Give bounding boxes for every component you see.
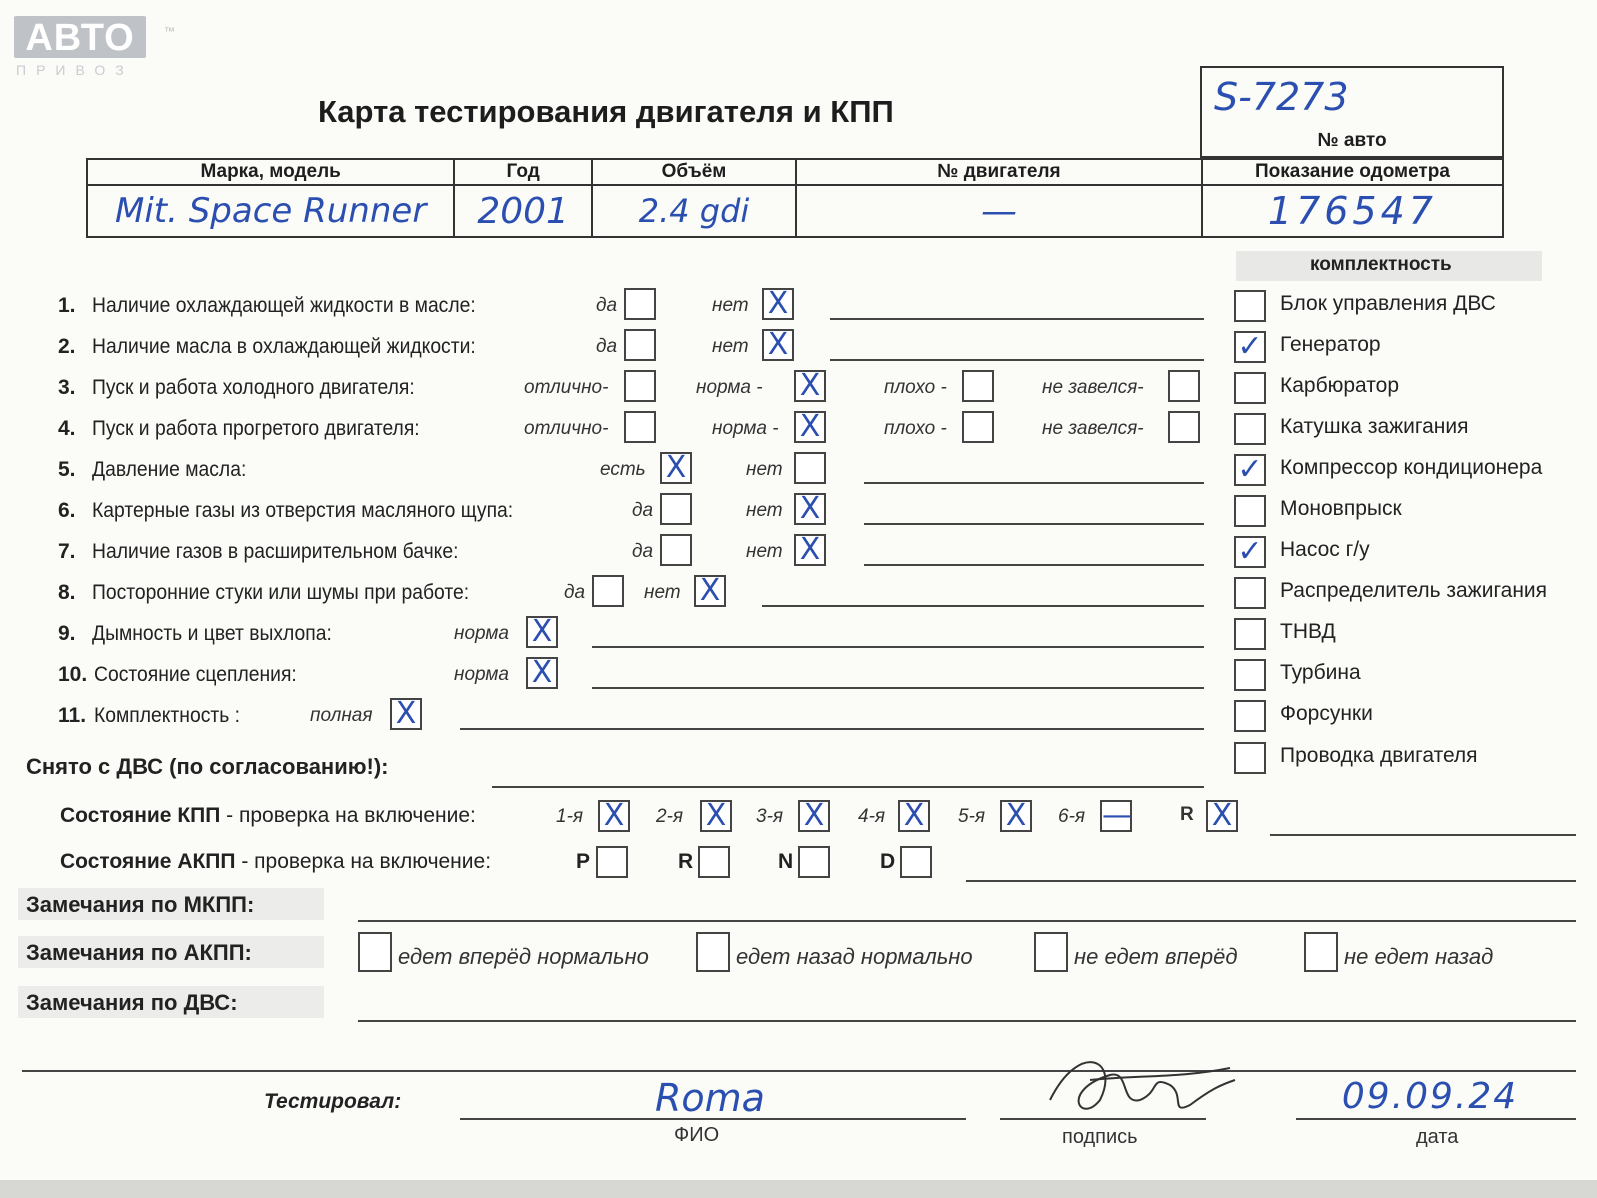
check-label: Состояние сцепления: — [94, 663, 297, 686]
check-option-box[interactable] — [962, 411, 994, 443]
kpp-gear-box[interactable]: X — [1206, 800, 1238, 832]
check-option-label: плохо - — [884, 418, 947, 439]
kpp-gear-label: R — [1180, 804, 1194, 825]
col-engine-number: № двигателя — [796, 159, 1202, 185]
komplektnost-item-label: Насос г/у — [1280, 538, 1370, 561]
akpp-remark-label: едет назад нормально — [736, 944, 973, 969]
check-option-box[interactable] — [624, 411, 656, 443]
remarks-dvs-label: Замечания по ДВС: — [26, 990, 238, 1015]
akpp-remark-checkbox[interactable] — [1034, 932, 1068, 972]
check-option-label: да — [632, 500, 654, 521]
akpp-label — [60, 850, 491, 874]
check-option-label: не завелся- — [1042, 377, 1144, 398]
check-label: Дымность и цвет выхлопа: — [92, 622, 332, 645]
komplektnost-checkbox[interactable] — [1234, 290, 1266, 322]
check-label: Посторонние стуки или шумы при работе: — [92, 581, 470, 604]
akpp-mode-box[interactable] — [900, 846, 932, 878]
logo-tm: ™ — [164, 26, 175, 38]
check-option-label: нет — [746, 500, 783, 521]
check-notes-line[interactable] — [864, 564, 1204, 566]
logo — [14, 16, 175, 78]
check-option-box[interactable]: X — [526, 616, 558, 648]
kpp-gear-box[interactable]: X — [1000, 800, 1032, 832]
model-value: Mit. Space Runner — [87, 185, 454, 237]
check-number: 1. — [58, 294, 76, 317]
check-option-label: да — [632, 541, 654, 562]
akpp-remark-checkbox[interactable] — [696, 932, 730, 972]
volume-value: 2.4 gdi — [592, 185, 796, 237]
date-line[interactable] — [1296, 1118, 1576, 1120]
akpp-mode-label: N — [778, 850, 794, 873]
kpp-gear-box[interactable]: X — [798, 800, 830, 832]
check-notes-line[interactable] — [592, 646, 1204, 648]
akpp-label-bold: Состояние АКПП — [60, 850, 236, 873]
check-option-label: нет — [712, 295, 749, 316]
check-option-box[interactable]: X — [694, 575, 726, 607]
page-title: Карта тестирования двигателя и КПП — [318, 94, 894, 129]
kpp-gear-box[interactable]: X — [598, 800, 630, 832]
check-option-label: нет — [712, 336, 749, 357]
check-option-box[interactable]: X — [762, 329, 794, 361]
logo-text: АВТО — [14, 16, 146, 58]
kpp-gear-box[interactable]: X — [898, 800, 930, 832]
signature-caption: подпись — [1062, 1126, 1138, 1148]
check-number: 5. — [58, 458, 76, 481]
check-option-box[interactable]: X — [794, 411, 826, 443]
year-value: 2001 — [454, 185, 592, 237]
komplektnost-checkbox[interactable] — [1234, 618, 1266, 650]
komplektnost-item-label: ТНВД — [1280, 620, 1336, 643]
check-option-label: норма - — [696, 377, 763, 398]
akpp-mode-label: R — [678, 850, 694, 873]
komplektnost-item-label: Блок управления ДВС — [1280, 292, 1496, 315]
kpp-gear-label: 1-я — [556, 806, 584, 827]
check-option-label: нет — [746, 459, 783, 480]
check-option-box[interactable]: X — [390, 698, 422, 730]
check-notes-line[interactable] — [864, 523, 1204, 525]
remarks-extra-line[interactable] — [22, 1070, 1576, 1072]
signature-line[interactable] — [1000, 1118, 1206, 1120]
akpp-notes-line[interactable] — [966, 880, 1576, 882]
check-option-box[interactable] — [962, 370, 994, 402]
tested-label: Тестировал: — [264, 1090, 402, 1113]
komplektnost-checkbox[interactable]: ✓ — [1234, 454, 1266, 486]
kpp-gear-label: 3-я — [756, 806, 784, 827]
check-label: Пуск и работа прогретого двигателя: — [92, 417, 420, 440]
kpp-gear-label: 2-я — [656, 806, 684, 827]
check-option-label: норма — [454, 664, 509, 685]
akpp-mode-box[interactable] — [798, 846, 830, 878]
check-option-box[interactable] — [660, 493, 692, 525]
komplektnost-checkbox[interactable] — [1234, 659, 1266, 691]
name-caption: ФИО — [674, 1124, 720, 1146]
auto-number-value: S-7273 — [1214, 75, 1349, 119]
kpp-label — [60, 804, 476, 828]
check-notes-line[interactable] — [460, 728, 1204, 730]
check-option-box[interactable] — [660, 534, 692, 566]
check-option-label: нет — [746, 541, 783, 562]
check-label: Наличие охлаждающей жидкости в масле: — [92, 294, 476, 317]
komplektnost-checkbox[interactable] — [1234, 495, 1266, 527]
check-number: 11. — [58, 704, 87, 727]
akpp-mode-label: P — [576, 850, 591, 873]
check-number: 2. — [58, 335, 76, 358]
col-year: Год — [454, 159, 592, 185]
komplektnost-item-label: Форсунки — [1280, 702, 1373, 725]
check-option-box[interactable] — [624, 329, 656, 361]
check-label: Давление масла: — [92, 458, 247, 481]
check-label: Наличие масла в охлаждающей жидкости: — [92, 335, 476, 358]
vehicle-info-table — [86, 158, 1504, 238]
check-option-box[interactable]: X — [794, 370, 826, 402]
check-notes-line[interactable] — [830, 359, 1204, 361]
komplektnost-item-label: Турбина — [1280, 661, 1361, 684]
check-number: 7. — [58, 540, 76, 563]
remarks-mkpp-line[interactable] — [358, 920, 1576, 922]
check-option-box[interactable] — [794, 452, 826, 484]
kpp-gear-label: 4-я — [858, 806, 886, 827]
check-number: 4. — [58, 417, 76, 440]
check-notes-line[interactable] — [864, 482, 1204, 484]
komplektnost-checkbox[interactable] — [1234, 700, 1266, 732]
check-notes-line[interactable] — [830, 318, 1204, 320]
check-option-label: нет — [644, 582, 681, 603]
komplektnost-checkbox[interactable] — [1234, 577, 1266, 609]
kpp-label-rest: - проверка на включение: — [220, 804, 476, 827]
check-option-label: да — [564, 582, 586, 603]
komplektnost-checkbox[interactable]: ✓ — [1234, 331, 1266, 363]
check-option-box[interactable] — [624, 288, 656, 320]
check-notes-line[interactable] — [592, 687, 1204, 689]
akpp-remark-label: не едет назад — [1344, 944, 1494, 969]
remarks-dvs-line[interactable] — [358, 1020, 1576, 1022]
akpp-mode-box[interactable] — [698, 846, 730, 878]
kpp-gear-label: 5-я — [958, 806, 986, 827]
akpp-remark-checkbox[interactable] — [1304, 932, 1338, 972]
check-option-label: норма - — [712, 418, 779, 439]
akpp-remark-label: не едет вперёд — [1074, 944, 1238, 969]
kpp-gear-box[interactable]: X — [700, 800, 732, 832]
check-option-label: полная — [310, 705, 373, 726]
check-option-label: да — [596, 295, 618, 316]
remarks-akpp-label: Замечания по АКПП: — [26, 940, 252, 965]
auto-number-label: № авто — [1201, 126, 1503, 157]
komplektnost-title: комплектность — [1310, 254, 1452, 275]
scan-bottom-edge — [0, 1180, 1597, 1198]
check-label: Картерные газы из отверстия масляного щупа: — [92, 499, 514, 522]
check-option-label: не завелся- — [1042, 418, 1144, 439]
date-caption: дата — [1416, 1126, 1459, 1148]
komplektnost-checkbox[interactable] — [1234, 372, 1266, 404]
check-number: 10. — [58, 663, 88, 686]
komplektnost-item-label: Генератор — [1280, 333, 1381, 356]
kpp-gear-label: 6-я — [1058, 806, 1086, 827]
akpp-label-rest: - проверка на включение: — [235, 850, 492, 873]
logo-subtitle: ПРИВОЗ — [16, 62, 134, 78]
komplektnost-checkbox[interactable] — [1234, 742, 1266, 774]
check-option-box[interactable]: X — [526, 657, 558, 689]
signature-image — [1020, 1030, 1240, 1126]
check-option-label: да — [596, 336, 618, 357]
check-number: 9. — [58, 622, 76, 645]
komplektnost-item-label: Проводка двигателя — [1280, 744, 1478, 767]
komplektnost-item-label: Распределитель зажигания — [1280, 579, 1548, 602]
check-option-label: плохо - — [884, 377, 947, 398]
tester-name: Roma — [655, 1076, 765, 1120]
check-label: Наличие газов в расширительном бачке: — [92, 540, 459, 563]
removed-line[interactable] — [492, 786, 1204, 788]
check-number: 8. — [58, 581, 76, 604]
check-number: 6. — [58, 499, 76, 522]
check-option-label: есть — [600, 459, 646, 480]
check-label: Комплектность : — [94, 704, 241, 727]
akpp-remark-label: едет вперёд нормально — [398, 944, 649, 969]
check-option-box[interactable]: X — [794, 493, 826, 525]
check-option-box[interactable] — [624, 370, 656, 402]
kpp-gear-box[interactable]: — — [1102, 798, 1132, 833]
odometer-value: 176547 — [1202, 185, 1503, 237]
engine-number-value: — — [796, 185, 1202, 237]
check-option-box[interactable]: X — [660, 452, 692, 484]
kpp-label-bold: Состояние КПП — [60, 804, 221, 827]
check-option-box[interactable]: X — [762, 288, 794, 320]
check-option-label: норма — [454, 623, 509, 644]
akpp-mode-label: D — [880, 850, 896, 873]
check-number: 3. — [58, 376, 76, 399]
auto-number-box — [1200, 66, 1504, 158]
komplektnost-item-label: Моновпрыск — [1280, 497, 1402, 520]
check-notes-line[interactable] — [762, 605, 1204, 607]
komplektnost-item-label: Компрессор кондиционера — [1280, 456, 1543, 479]
kpp-notes-line[interactable] — [1270, 834, 1576, 836]
remarks-mkpp-label: Замечания по МКПП: — [26, 892, 255, 917]
col-odometer: Показание одометра — [1202, 159, 1503, 185]
akpp-remark-checkbox[interactable] — [358, 932, 392, 972]
check-option-label: отлично- — [524, 418, 609, 439]
date-value: 09.09.24 — [1341, 1076, 1519, 1117]
check-option-box[interactable] — [592, 575, 624, 607]
col-model: Марка, модель — [87, 159, 454, 185]
removed-label: Снято с ДВС (по согласованию!): — [26, 754, 389, 779]
name-line[interactable] — [460, 1118, 966, 1120]
komplektnost-checkbox[interactable] — [1234, 413, 1266, 445]
komplektnost-checkbox[interactable]: ✓ — [1234, 536, 1266, 568]
col-volume: Объём — [592, 159, 796, 185]
komplektnost-item-label: Карбюратор — [1280, 374, 1400, 397]
check-option-box[interactable]: X — [794, 534, 826, 566]
check-option-box[interactable] — [1168, 411, 1200, 443]
check-label: Пуск и работа холодного двигателя: — [92, 376, 415, 399]
check-option-box[interactable] — [1168, 370, 1200, 402]
check-option-label: отлично- — [524, 377, 609, 398]
komplektnost-item-label: Катушка зажигания — [1280, 415, 1469, 438]
akpp-mode-box[interactable] — [596, 846, 628, 878]
